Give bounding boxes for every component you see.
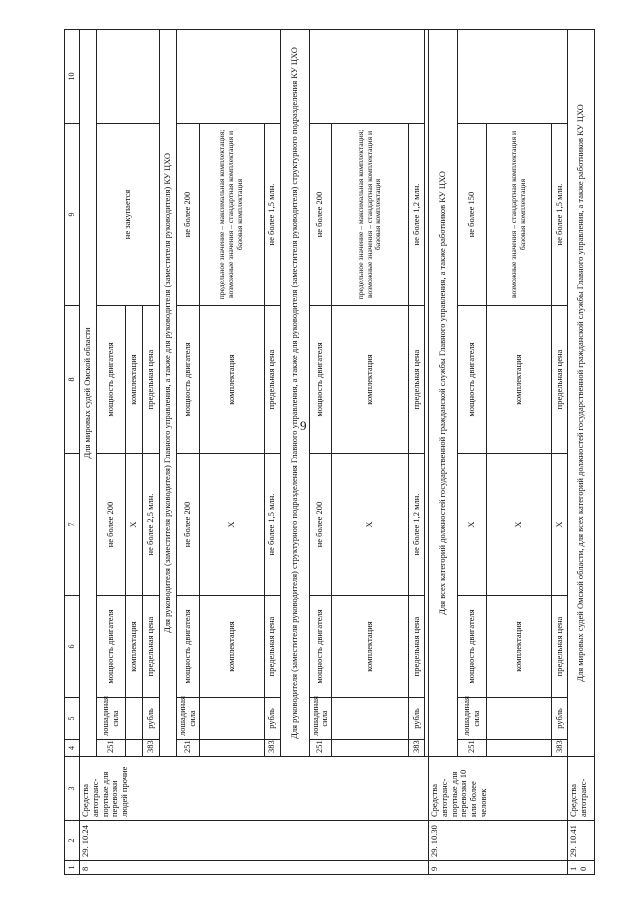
okpd-code: 29. 10.30 [429, 821, 568, 861]
unit-name: рубль [143, 698, 160, 740]
table-row [97, 30, 126, 875]
table-row [177, 30, 200, 875]
table-row [80, 30, 97, 875]
char-name: предельная цена [409, 306, 425, 454]
group-caption: Для руководителя (заместителя руководителя) Главного управления, а также для руководителя (заместителя руководителя) КУ ЦХО [160, 30, 177, 757]
char-name: мощность двигателя [177, 306, 200, 454]
table-row [458, 30, 487, 875]
value: X [332, 454, 409, 596]
char-name: комплектация [332, 596, 409, 698]
table-row [199, 30, 264, 875]
char-name: мощность двигателя [97, 596, 126, 698]
unit-code: 251 [177, 740, 200, 757]
value: не более 200 [309, 454, 332, 596]
table-row [309, 30, 332, 875]
unit-code: 383 [264, 740, 280, 757]
header-cell: 4 [65, 740, 80, 757]
char-name: комплектация [126, 596, 143, 698]
char-name: комплектация [199, 306, 264, 454]
group-caption: Для руководителя (заместителя руководителя) структурного подразделения Главного управления, а также для руководителя (заместителя руководителя) структурного подразделения КУ ЦХО [280, 30, 309, 757]
table-row [429, 30, 458, 875]
header-cell: 3 [65, 757, 80, 821]
table-row [409, 30, 425, 875]
value: не более 200 [97, 454, 126, 596]
header-cell: 2 [65, 821, 80, 861]
item-name: Средства автотранс- [568, 757, 595, 821]
header-row [65, 30, 80, 875]
empty-cell [97, 30, 160, 124]
table-row [552, 30, 568, 875]
empty-cell [458, 30, 568, 124]
rotated-table-block [64, 30, 588, 875]
header-cell: 9 [65, 124, 80, 306]
char-name: предельная цена [143, 596, 160, 698]
group-caption: Для мировых судей Омской области, для всех категорий должностей государственной гражданской службы Главного управления, а также работников КУ ЦХО [568, 30, 595, 757]
value: X [458, 454, 487, 596]
table-row [280, 30, 309, 875]
unit-code: 383 [143, 740, 160, 757]
unit-code: 251 [309, 740, 332, 757]
item-name: Средства автотранс- портные для перевозки 10 или более человек [429, 757, 568, 821]
page-number: 9 [300, 418, 307, 433]
value: не более 1,5 млн. [264, 124, 280, 306]
value: X [487, 454, 552, 596]
vehicle-requirements-table [64, 29, 595, 875]
unit-code: 383 [409, 740, 425, 757]
row-number: 1 0 [568, 861, 595, 875]
value: не более 200 [309, 124, 332, 306]
value: X [552, 454, 568, 596]
value: не более 200 [177, 124, 200, 306]
char-name: мощность двигателя [177, 596, 200, 698]
char-name: комплектация [487, 596, 552, 698]
char-name: мощность двигателя [458, 306, 487, 454]
empty-cell [309, 30, 425, 124]
unit-code: 251 [97, 740, 126, 757]
group-caption: Для всех категорий должностей государственной гражданской службы Главного управления, а также работников КУ ЦХО [429, 30, 458, 757]
header-cell: 6 [65, 596, 80, 698]
char-name: мощность двигателя [97, 306, 126, 454]
value: не более 1,5 млн. [264, 454, 280, 596]
unit-name: рубль [409, 698, 425, 740]
char-name: предельная цена [264, 596, 280, 698]
value: не более 200 [177, 454, 200, 596]
header-cell: 7 [65, 454, 80, 596]
table-row [160, 30, 177, 875]
char-name: комплектация [199, 596, 264, 698]
value: предельное значение – максимальная комплектация; возможные значения – стандартная комплектация и базовая комплектация [332, 124, 409, 306]
value: возможные значения – стандартная комплектация и базовая комплектация [487, 124, 552, 306]
table-row [264, 30, 280, 875]
unit-name: лошадиная сила [177, 698, 200, 740]
unit-name: рубль [264, 698, 280, 740]
value: X [199, 454, 264, 596]
table-row [332, 30, 409, 875]
char-name: предельная цена [552, 306, 568, 454]
value: не более 1,5 млн. [552, 124, 568, 306]
char-name: предельная цена [143, 306, 160, 454]
unit-name: рубль [552, 698, 568, 740]
value: предельное значение – максимальная комплектация; возможные значения – стандартная комплектация и базовая комплектация [199, 124, 264, 306]
char-name: комплектация [332, 306, 409, 454]
row-number: 8 [80, 861, 429, 875]
char-name: предельная цена [409, 596, 425, 698]
unit-code: 251 [458, 740, 487, 757]
unit-name: лошадиная сила [458, 698, 487, 740]
char-name: комплектация [487, 306, 552, 454]
value: не закупается [97, 124, 160, 306]
header-cell: 8 [65, 306, 80, 454]
header-cell: 10 [65, 30, 80, 124]
item-name: Средства автотранс- портные для перевозки людей прочие [80, 757, 429, 821]
unit-name: лошадиная сила [97, 698, 126, 740]
value: не более 1,2 млн. [409, 454, 425, 596]
table-row [568, 30, 595, 875]
char-name: мощность двигателя [309, 306, 332, 454]
row-number: 9 [429, 861, 568, 875]
char-name: мощность двигателя [309, 596, 332, 698]
char-name: предельная цена [552, 596, 568, 698]
header-cell: 5 [65, 698, 80, 740]
empty-cell [177, 30, 281, 124]
char-name: комплектация [126, 306, 143, 454]
value: не более 1,2 млн. [409, 124, 425, 306]
group-caption: Для мировых судей Омской области [80, 30, 97, 757]
char-name: предельная цена [264, 306, 280, 454]
okpd-code: 29. 10.41 [568, 821, 595, 861]
unit-code: 383 [552, 740, 568, 757]
table-row [487, 30, 552, 875]
header-cell: 1 [65, 861, 80, 875]
value: X [126, 454, 143, 596]
value: не более 2,5 млн. [143, 454, 160, 596]
value: не более 150 [458, 124, 487, 306]
char-name: мощность двигателя [458, 596, 487, 698]
okpd-code: 29. 10.24 [80, 821, 429, 861]
unit-name: лошадиная сила [309, 698, 332, 740]
